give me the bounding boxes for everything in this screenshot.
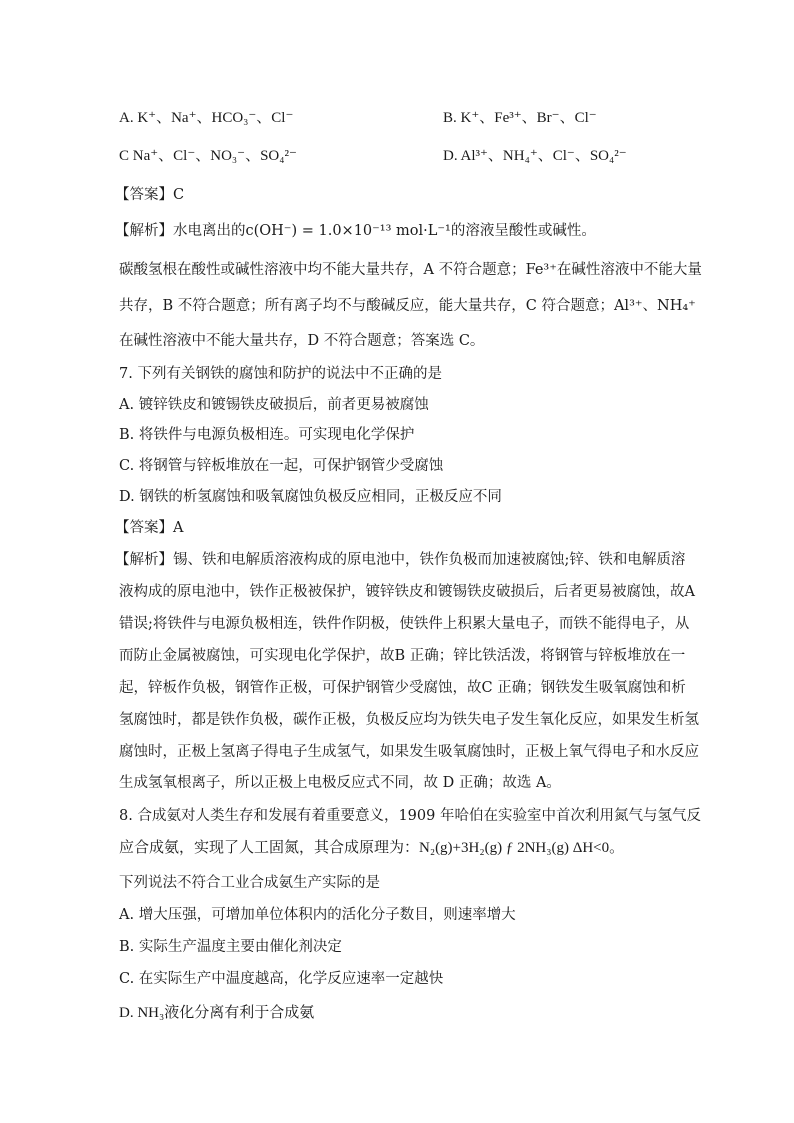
q7-answer: 【答案】A xyxy=(115,520,184,536)
q8-option-d: D. NH₃液化分离有利于合成氨 xyxy=(119,1005,315,1021)
q8-stem-line-3: 下列说法不符合工业合成氨生产实际的是 xyxy=(119,875,380,891)
q8-option-c: C. 在实际生产中温度越高，化学反应速率一定越快 xyxy=(119,971,444,987)
q7-analysis-line-6: 氢腐蚀时，都是铁作负极，碳作正极，负极反应均为铁失电子发生氧化反应，如果发生析氢 xyxy=(119,712,699,728)
q6-analysis-line-3: 共存，B 不符合题意；所有离子均不与酸碱反应，能大量共存，C 符合题意；Al³⁺、NH₄⁺ xyxy=(119,298,696,314)
q7-option-b: B. 将铁件与电源负极相连。可实现电化学保护 xyxy=(119,427,415,443)
q7-analysis-line-4: 而防止金属被腐蚀，可实现电化学保护，故B 正确；锌比铁活泼，将钢管与锌板堆放在一 xyxy=(119,648,686,664)
q6-analysis-line-1: 【解析】水电离出的c(OH⁻) = 1.0×10⁻¹³ mol·L⁻¹的溶液呈酸性或碱性。 xyxy=(115,223,596,239)
q7-analysis-line-1: 【解析】锡、铁和电解质溶液构成的原电池中，铁作负极而加速被腐蚀;锌、铁和电解质溶 xyxy=(115,552,686,568)
q6-answer: 【答案】C xyxy=(115,187,185,203)
q8-option-b: B. 实际生产温度主要由催化剂决定 xyxy=(119,939,342,955)
q8-stem-line-2: 应合成氨，实现了人工固氮，其合成原理为：N₂(g)+3H₂(g) ƒ 2NH₃(g) ΔH<0。 xyxy=(119,840,625,856)
q7-option-c: C. 将钢管与锌板堆放在一起，可保护钢管少受腐蚀 xyxy=(119,458,444,474)
q6-option-a: A. K⁺、Na⁺、HCO₃⁻、Cl⁻ xyxy=(119,110,294,126)
q7-analysis-line-3: 错误;将铁件与电源负极相连，铁件作阴极，使铁件上积累大量电子，而铁不能得电子，从 xyxy=(119,616,690,632)
q6-analysis-line-4: 在碱性溶液中不能大量共存，D 不符合题意；答案选 C。 xyxy=(119,333,485,349)
q6-option-b: B. K⁺、Fe³⁺、Br⁻、Cl⁻ xyxy=(443,110,597,126)
q7-analysis-line-8: 生成氢氧根离子，所以正极上电极反应式不同，故 D 正确；故选 A。 xyxy=(119,775,561,791)
q8-stem-line-1: 8. 合成氨对人类生存和发展有着重要意义，1909 年哈伯在实验室中首次利用氮气与氢气反 xyxy=(119,808,701,824)
q7-analysis-line-7: 腐蚀时，正极上氢离子得电子生成氢气，如果发生吸氧腐蚀时，正极上氧气得电子和水反应 xyxy=(119,744,699,760)
q7-option-d: D. 钢铁的析氢腐蚀和吸氧腐蚀负极反应相同，正极反应不同 xyxy=(119,489,502,505)
q7-analysis-line-5: 起，锌板作负极，钢管作正极，可保护钢管少受腐蚀，故C 正确；钢铁发生吸氧腐蚀和析 xyxy=(119,680,686,696)
q7-option-a: A. 镀锌铁皮和镀锡铁皮破损后，前者更易被腐蚀 xyxy=(119,397,429,413)
q8-option-a: A. 增大压强，可增加单位体积内的活化分子数目，则速率增大 xyxy=(119,907,516,923)
q6-option-c: C Na⁺、Cl⁻、NO₃⁻、SO₄²⁻ xyxy=(119,148,297,164)
q6-option-d: D. Al³⁺、NH₄⁺、Cl⁻、SO₄²⁻ xyxy=(443,148,627,164)
q6-analysis-line-2: 碳酸氢根在酸性或碱性溶液中均不能大量共存，A 不符合题意；Fe³⁺在碱性溶液中不能大量 xyxy=(119,262,702,278)
q7-analysis-line-2: 液构成的原电池中，铁作正极被保护，镀锌铁皮和镀锡铁皮破损后，后者更易被腐蚀，故A xyxy=(119,584,695,600)
q7-stem: 7. 下列有关钢铁的腐蚀和防护的说法中不正确的是 xyxy=(119,366,442,382)
